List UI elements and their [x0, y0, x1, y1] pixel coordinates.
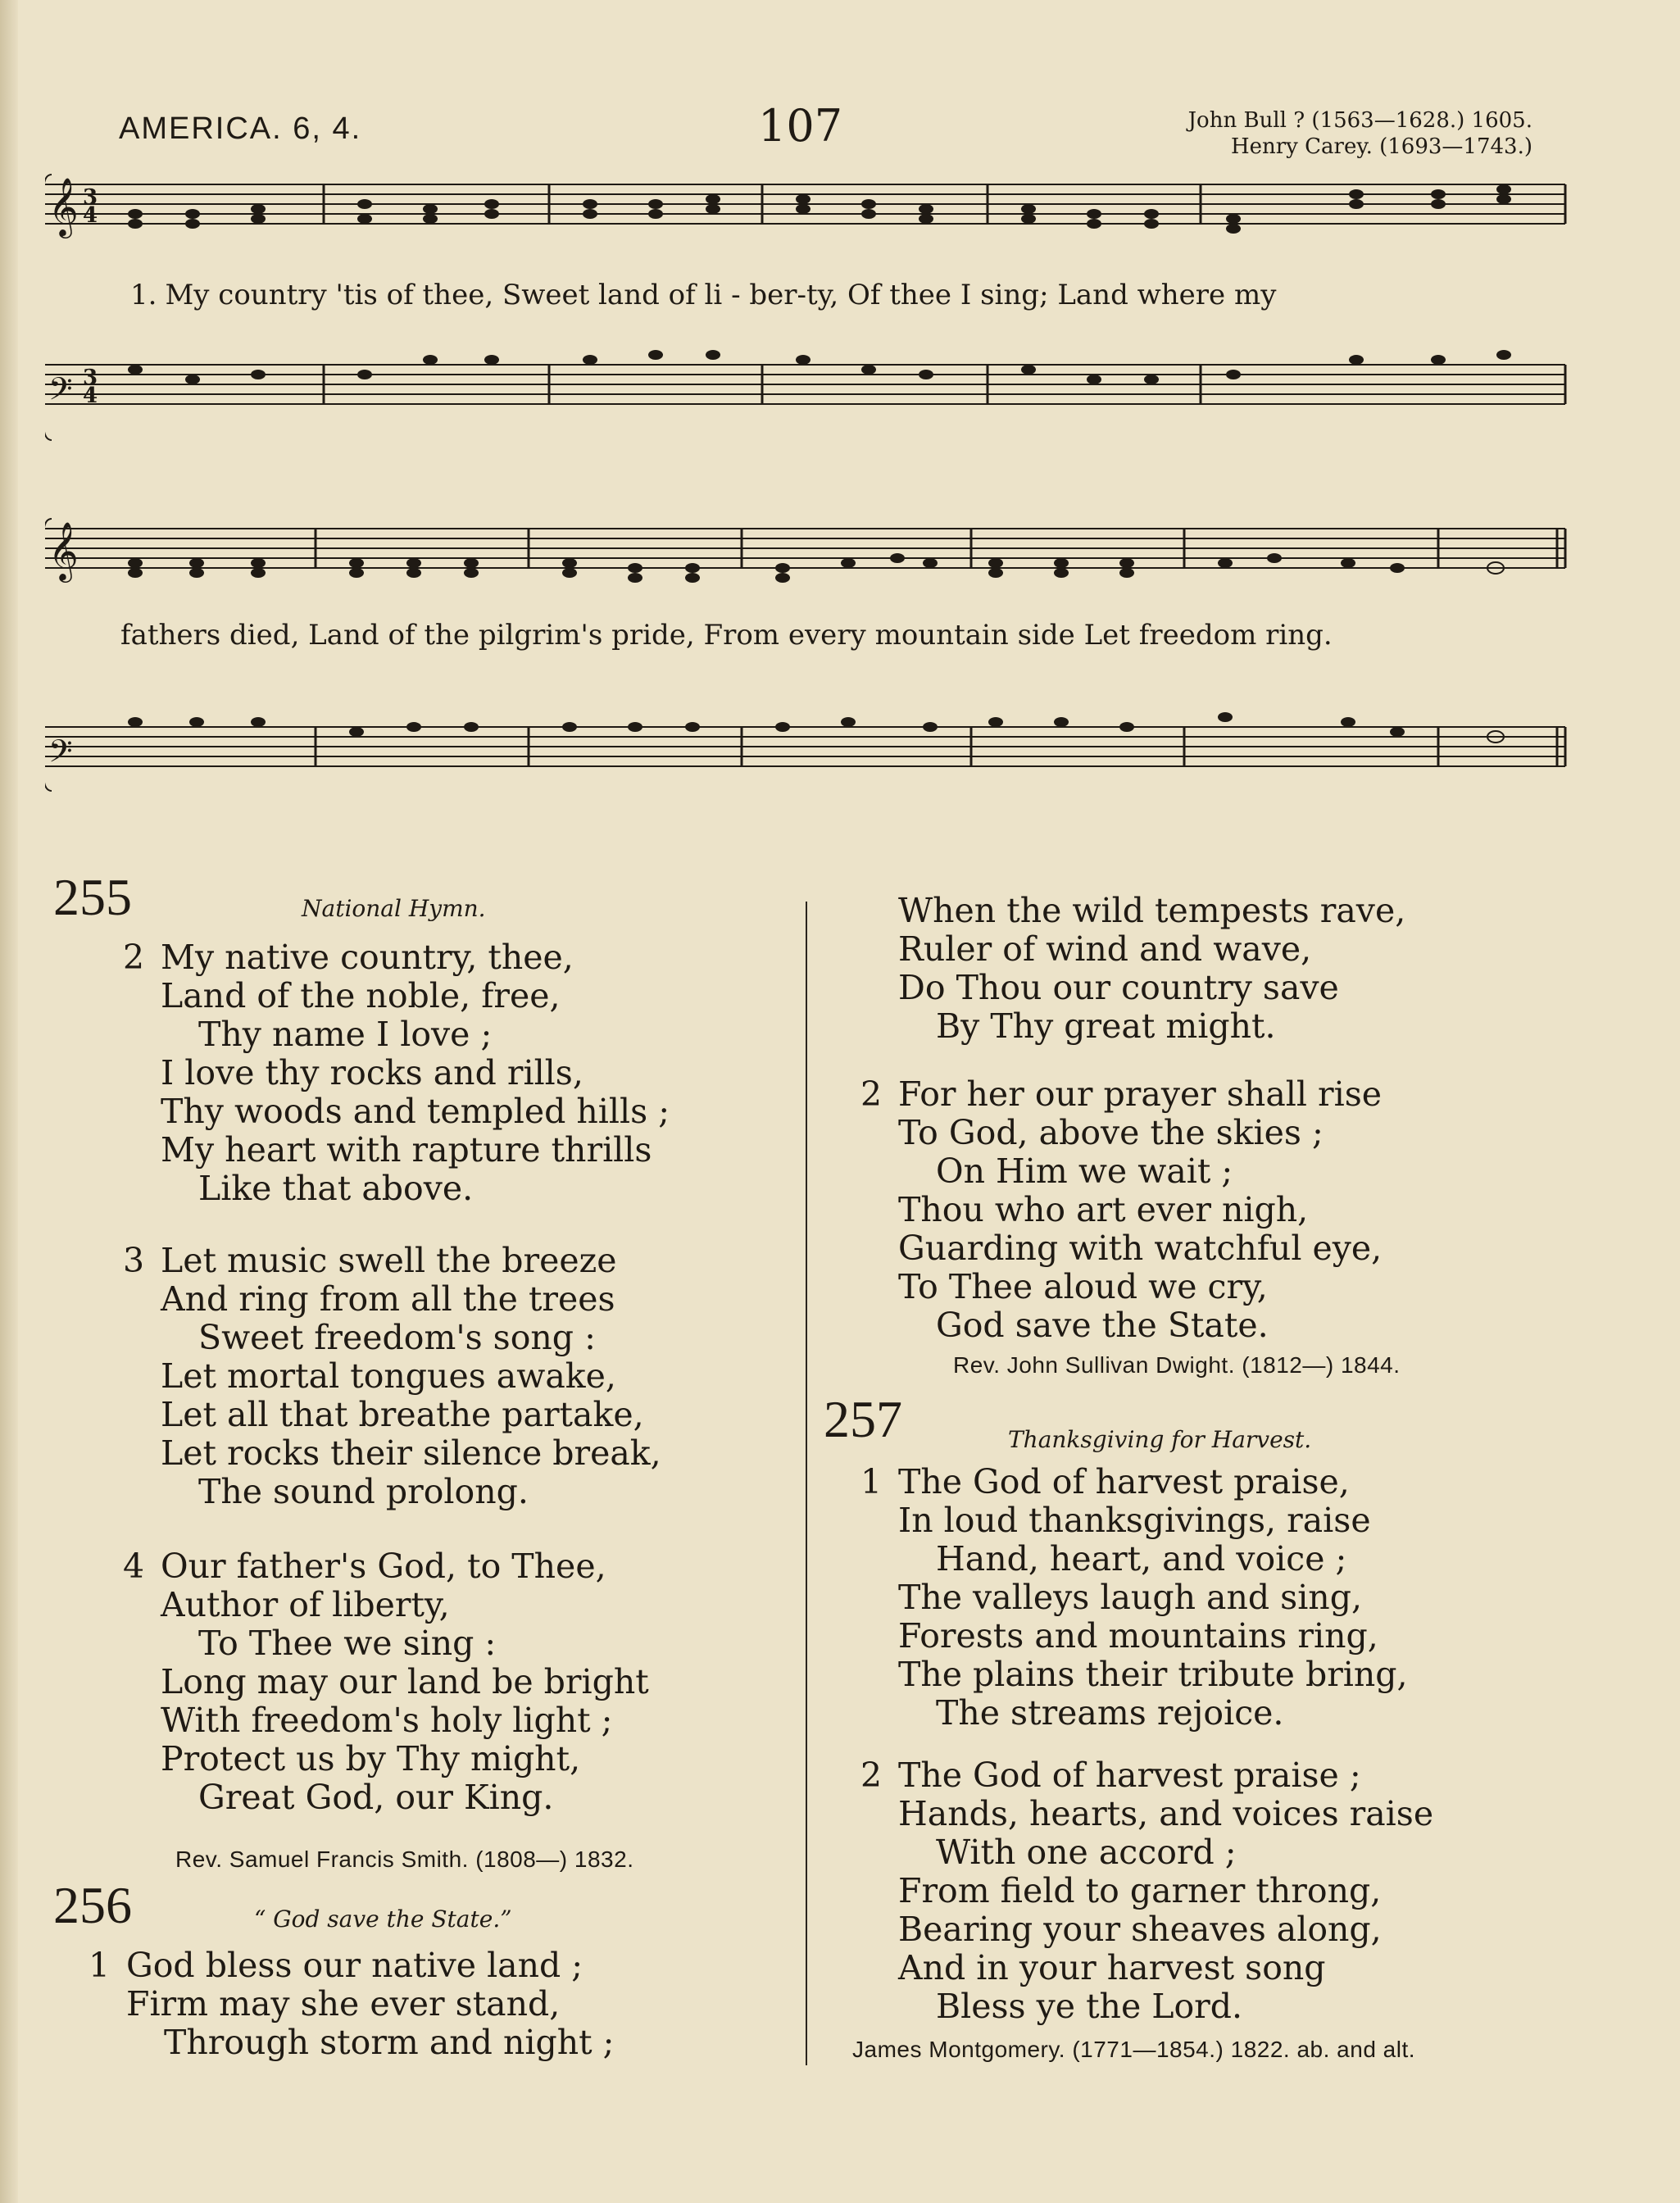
column-divider: [806, 902, 807, 2065]
svg-text:𝄞: 𝄞: [48, 520, 79, 580]
hymn-title-257: Thanksgiving for Harvest.: [1008, 1426, 1312, 1453]
svg-text:𝄞: 𝄞: [48, 176, 79, 236]
stanza-255-4: 4 Our father's God, to Thee, Author of liberty, To Thee we sing : Long may our land be bright With freedom's holy light ; Protect us by Thy might, Great God, our King.: [123, 1547, 649, 1817]
composer-credit: John Bull ? (1563—1628.) 1605.: [1187, 108, 1532, 133]
page-edge: [0, 0, 18, 2203]
staff-notation-2: [45, 512, 1569, 807]
stanza-256-2: 2 For her our prayer shall rise To God, above the skies ; On Him we wait ; Thou who art ever nigh, Guarding with watchful eye, To Thee aloud we cry, God save the State.: [860, 1074, 1383, 1345]
hymn-number-255: 255: [53, 868, 132, 926]
svg-text:𝄢: 𝄢: [48, 733, 73, 777]
stanza-255-3: 3 Let music swell the breeze And ring from all the trees Sweet freedom's song : Let mortal tongues awake, Let all that breathe partake, Let rocks their silence break, The sound prolong.: [123, 1241, 661, 1511]
music-system-1: [45, 168, 1569, 455]
stanza-257-2: 2 The God of harvest praise ; Hands, hearts, and voices raise With one accord ; From field to garner throng, Bearing your sheaves along, And in your harvest song Bless ye the Lord.: [860, 1756, 1434, 2026]
svg-text:3: 3: [83, 366, 98, 390]
hymn-title-255: National Hymn.: [302, 895, 486, 922]
stanza-255-2: 2 My native country, thee, Land of the noble, free, Thy name I love ; I love thy rocks and rills, Thy woods and templed hills ; My heart with rapture thrills Like that above.: [123, 938, 670, 1208]
stanza-256-1b: When the wild tempests rave, Ruler of wind and wave, Do Thou our country save By Thy great might.: [898, 891, 1406, 1046]
author-255: Rev. Samuel Francis Smith. (1808—) 1832.: [175, 1846, 634, 1872]
page-number: 107: [758, 100, 843, 152]
staff-notation-1: [45, 168, 1569, 455]
hymn-number-256: 256: [53, 1876, 132, 1934]
svg-text:3: 3: [83, 185, 98, 210]
stanza-257-1: 1 The God of harvest praise, In loud thanksgivings, raise Hand, heart, and voice ; The valleys laugh and sing, Forests and mountains ring, The plains their tribute bring, The streams rejoice.: [860, 1462, 1408, 1733]
svg-text:𝄢: 𝄢: [48, 370, 73, 415]
stanza-256-1a: 1 God bless our native land ; Firm may she ever stand, Through storm and night ;: [89, 1946, 615, 2062]
author-257: James Montgomery. (1771—1854.) 1822. ab. and alt.: [852, 2037, 1416, 2062]
music-system-2: [45, 512, 1569, 807]
svg-text:4: 4: [83, 203, 98, 228]
svg-text:4: 4: [83, 384, 98, 408]
arranger-credit: Henry Carey. (1693—1743.): [1230, 134, 1532, 159]
lyrics-line-1: 1. My country 'tis of thee, Sweet land of li - ber-ty, Of thee I sing; Land where my: [130, 279, 1277, 311]
hymn-number-257: 257: [824, 1390, 902, 1448]
lyrics-line-2: fathers died, Land of the pilgrim's pride, From every mountain side Let freedom ring.: [120, 619, 1333, 652]
tune-name: AMERICA. 6, 4.: [119, 111, 362, 146]
hymn-title-256: “ God save the State.”: [254, 1905, 512, 1933]
author-256: Rev. John Sullivan Dwight. (1812—) 1844.: [953, 1352, 1401, 1378]
